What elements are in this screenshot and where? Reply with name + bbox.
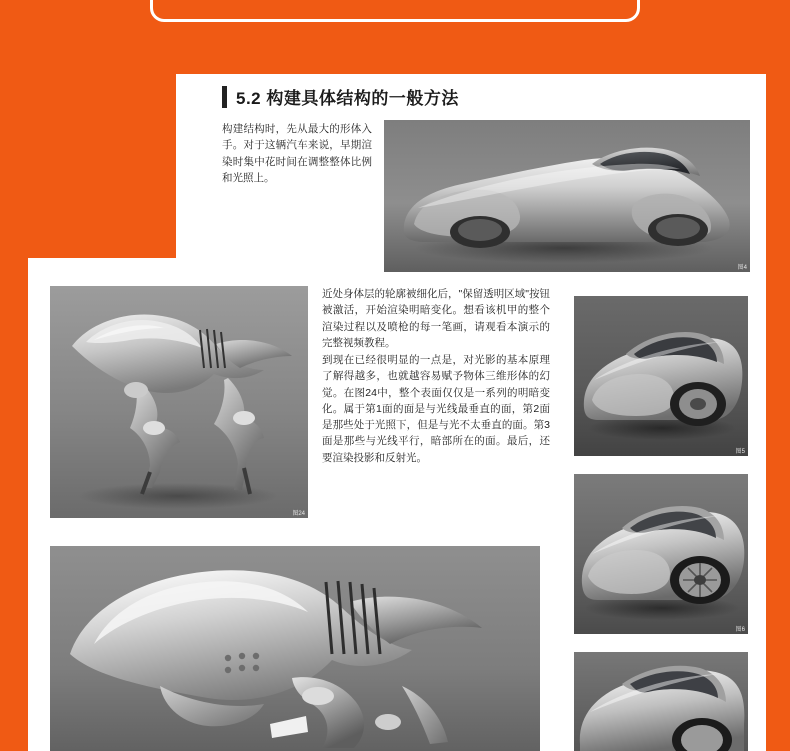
figure-mech-large: [50, 546, 540, 751]
heading-accent-bar: [222, 86, 227, 108]
body-paragraph-2: 到现在已经很明显的一点是，对光影的基本原理了解得越多，也就越容易赋予物体三维形体的幻觉。在图24中，整个表面仅仅是一系列的明暗变化。属于第1面的面是与光线最垂直的面，第2面是那些处于光照下，但是与光不太垂直的面。第3面是那些与光线平行，暗部所在的面。最后，还要渲染投影和反射光。: [322, 354, 550, 464]
intro-paragraph: 构建结构时，先从最大的形体入手。对于这辆汽车来说，早期渲染时集中花时间在调整整体比例和光照上。: [222, 123, 372, 184]
figure-caption-car-2: 图5: [735, 449, 745, 455]
top-banner: [150, 0, 640, 22]
car-2-illustration: [574, 296, 748, 456]
figure-mech-small: [50, 286, 308, 518]
figure-caption-mech-small: 图24: [292, 511, 305, 517]
figure-car-2: [574, 296, 748, 456]
mech-small-illustration: [50, 286, 308, 518]
figure-car-4: [574, 652, 748, 751]
figure-caption-car-hero: 图4: [737, 265, 747, 271]
figure-car-hero: [384, 120, 750, 272]
figure-caption-car-3: 图6: [735, 627, 745, 633]
top-banner-inner: [153, 0, 637, 19]
figure-car-3: [574, 474, 748, 634]
section-heading: [222, 84, 459, 109]
page-title: 5.2 构建具体结构的一般方法: [236, 89, 459, 108]
car-4-illustration: [574, 652, 748, 751]
mech-large-illustration: [50, 546, 540, 751]
car-3-illustration: [574, 474, 748, 634]
body-paragraph-1: 近处身体层的轮廓被细化后，"保留透明区域"按钮被激活，开始渲染明暗变化。想看该机甲的整个渲染过程以及喷枪的每一笔画，请观看本演示的完整视频教程。: [322, 288, 550, 349]
car-hero-illustration: [384, 120, 750, 272]
